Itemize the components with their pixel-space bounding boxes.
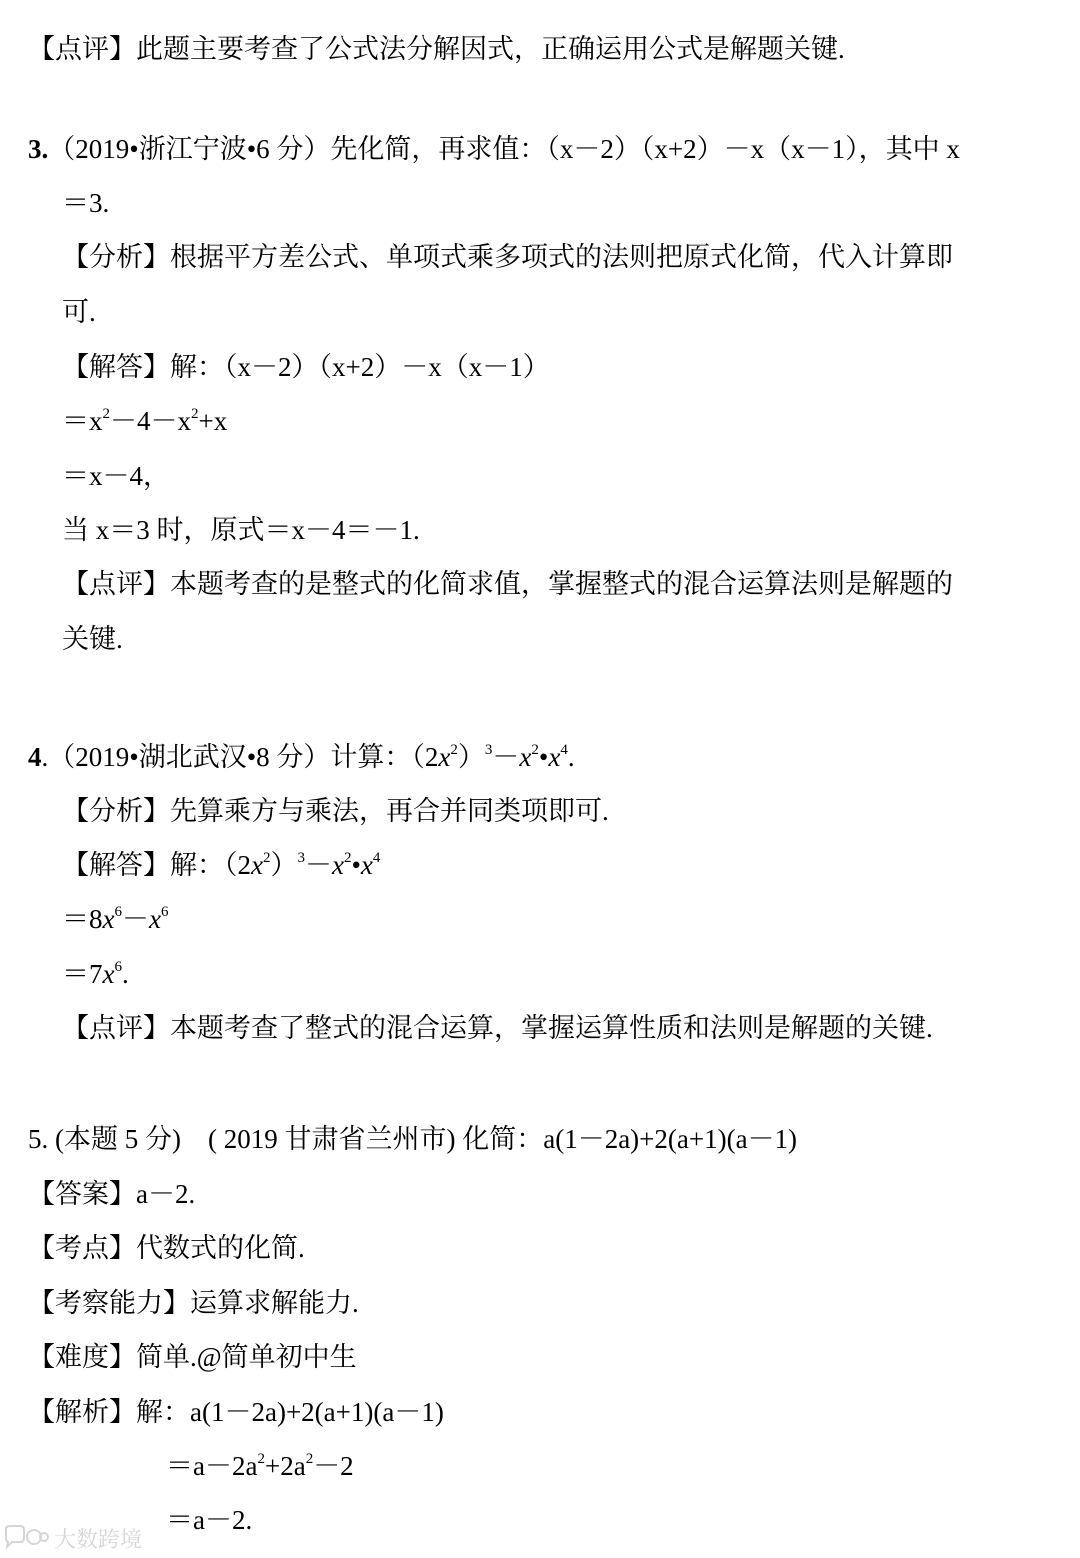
step-line: ＝x－4，	[62, 461, 170, 491]
question-3-title: 3.（2019•浙江宁波•6 分）先化简，再求值：（x－2）（x+2）－x（x－1），其中 x	[28, 134, 960, 164]
analysis-line: 【分析】根据平方差公式、单项式乘多项式的法则把原式化简，代入计算即	[62, 242, 953, 272]
step-line: $=x^2-4-x^2+x$	[62, 406, 228, 436]
difficulty-line: 【难度】简单.@简单初中生	[28, 1342, 357, 1372]
speech-bubble-logo-icon	[2, 1525, 50, 1551]
step-line: 当 x＝3 时，原式＝x－4＝－1.	[62, 515, 420, 545]
watermark	[2, 1521, 142, 1555]
solution-line: 【解析】解：a(1－2a)+2(a+1)(a－1)	[28, 1397, 444, 1427]
comment-line-cont: 关键.	[62, 624, 123, 654]
answer-line: 【解答】解：（x－2）（x+2）－x（x－1）	[62, 352, 550, 382]
step-line: $=8x^6-x^6$	[62, 904, 169, 934]
step-line: $=a-2a^2+2a^2-2$	[166, 1451, 354, 1481]
ability-line: 【考察能力】运算求解能力.	[28, 1288, 359, 1318]
question-5-title: 5. (本题 5 分) ( 2019 甘肃省兰州市) 化简：a(1－2a)+2(a+1)(a－1)	[28, 1124, 798, 1154]
answer-line: 【解答】解：$(2x^2)^3-x^2•x^4$	[62, 850, 381, 880]
analysis-line: 【分析】先算乘方与乘法，再合并同类项即可.	[62, 796, 609, 826]
analysis-line-cont: 可.	[62, 297, 96, 327]
watermark-text: 大数跨境	[54, 1527, 143, 1553]
step-line: ＝a－2.	[166, 1505, 253, 1535]
topic-line: 【考点】代数式的化简.	[28, 1233, 305, 1263]
comment-line: 【点评】本题考查的是整式的化简求值，掌握整式的混合运算法则是解题的	[62, 569, 953, 599]
question-3-title-cont: ＝3.	[62, 188, 110, 218]
comment-line: 【点评】本题考查了整式的混合运算，掌握运算性质和法则是解题的关键.	[62, 1013, 933, 1043]
answer-key-line: 【答案】a－2.	[28, 1179, 196, 1209]
comment-line: 【点评】此题主要考查了公式法分解因式，正确运用公式是解题关键.	[28, 34, 845, 64]
step-line: $=7x^6$.	[62, 959, 129, 989]
question-4-title: 4.（2019•湖北武汉•8 分）计算：$(2x^2)^3-x^2•x^4$.	[28, 742, 575, 772]
